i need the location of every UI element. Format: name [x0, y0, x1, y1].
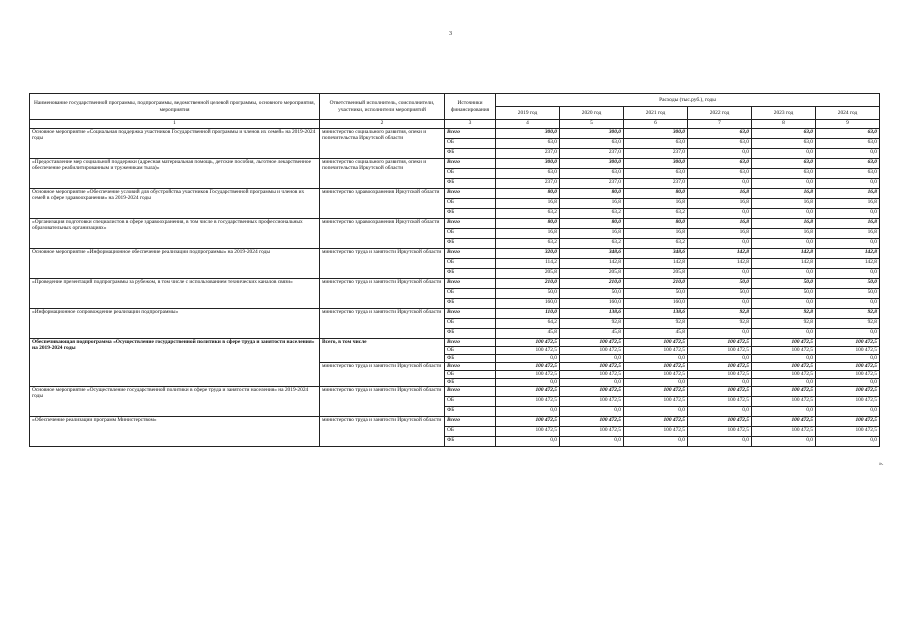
funding-source: ФБ [445, 407, 496, 417]
expense-value: 100 472,5 [496, 363, 560, 371]
expense-value: 114,2 [496, 259, 560, 269]
column-number: 4 [496, 120, 560, 129]
expense-value: 63,0 [688, 159, 752, 169]
expense-value: 100 472,5 [688, 427, 752, 437]
expense-value: 100 472,5 [560, 371, 624, 379]
column-number: 7 [688, 120, 752, 129]
expense-value: 100 472,5 [816, 371, 880, 379]
expense-value: 63,0 [816, 159, 880, 169]
expense-value: 138,6 [624, 309, 688, 319]
expense-value: 0,0 [816, 437, 880, 447]
executor: министерство труда и занятости Иркутской области [320, 363, 445, 387]
funding-source: ФБ [445, 149, 496, 159]
expense-value: 100 472,5 [688, 417, 752, 427]
item-name: Основное мероприятие «Социальная поддержка участников Государственной программы и членов их семей» на 2019-2024 годы [30, 129, 320, 159]
funding-source: Всего [445, 417, 496, 427]
funding-source: ОБ [445, 259, 496, 269]
funding-source: Всего [445, 189, 496, 199]
expense-value: 210,0 [496, 279, 560, 289]
expense-value: 100 472,5 [688, 397, 752, 407]
header-year: 2021 год [624, 107, 688, 120]
expense-value: 142,8 [624, 259, 688, 269]
expense-value: 100 472,5 [752, 387, 816, 397]
expense-value: 100 472,5 [624, 371, 688, 379]
expense-value: 100 472,5 [816, 347, 880, 355]
expense-value: 50,0 [752, 279, 816, 289]
item-name: Основное мероприятие «Обеспечение условий для обустройства участников Государственной программы и членов их семей в сфере здравоохранения» на 2019-2024 годы [30, 189, 320, 219]
expense-value: 0,0 [624, 407, 688, 417]
executor: министерство труда и занятости Иркутской области [320, 387, 445, 417]
funding-source: ОБ [445, 371, 496, 379]
table-row [30, 189, 880, 199]
funding-source: ФБ [445, 329, 496, 339]
table-row [30, 279, 880, 289]
table-row [30, 417, 880, 427]
expense-value: 160,0 [624, 299, 688, 309]
expense-value: 0,0 [688, 149, 752, 159]
expense-value: 0,0 [816, 299, 880, 309]
funding-source: Всего [445, 129, 496, 139]
expense-value: 0,0 [752, 149, 816, 159]
expense-value: 16,8 [816, 189, 880, 199]
expense-value: 100 472,5 [496, 339, 560, 347]
column-number: 5 [560, 120, 624, 129]
expense-value: 80,0 [496, 219, 560, 229]
expense-value: 300,0 [560, 159, 624, 169]
table-row [30, 159, 880, 169]
expense-value: 16,8 [816, 199, 880, 209]
expense-value: 16,8 [624, 199, 688, 209]
executor: министерство труда и занятости Иркутской области [320, 417, 445, 447]
expense-value: 16,8 [688, 199, 752, 209]
expense-value: 0,0 [752, 379, 816, 387]
funding-source: ФБ [445, 437, 496, 447]
funding-source: Всего [445, 363, 496, 371]
expense-value: 63,0 [752, 129, 816, 139]
funding-source: ОБ [445, 229, 496, 239]
expense-value: 100 472,5 [496, 417, 560, 427]
expense-value: 100 472,5 [816, 397, 880, 407]
expense-value: 0,0 [688, 179, 752, 189]
header-expenses: Расходы (тыс.руб.), годы [496, 94, 880, 107]
expense-value: 100 472,5 [624, 363, 688, 371]
expense-value: 63,0 [496, 169, 560, 179]
expense-value: 100 472,5 [816, 363, 880, 371]
executor: министерство здравоохранения Иркутской области [320, 189, 445, 219]
funding-source: ОБ [445, 169, 496, 179]
expense-value: 50,0 [688, 289, 752, 299]
expense-value: 45,8 [560, 329, 624, 339]
expense-value: 0,0 [496, 437, 560, 447]
expense-value: 0,0 [624, 355, 688, 363]
expense-value: 100 472,5 [752, 397, 816, 407]
item-name: «Обеспечение реализации программ Министерством» [30, 417, 320, 447]
table-row [30, 219, 880, 229]
expense-value: 0,0 [752, 407, 816, 417]
expense-value: 100 472,5 [624, 339, 688, 347]
expense-value: 80,0 [560, 189, 624, 199]
column-number: 1 [30, 120, 320, 129]
expense-value: 16,8 [752, 189, 816, 199]
expense-value: 100 472,5 [560, 417, 624, 427]
expense-value: 0,0 [752, 299, 816, 309]
expense-value: 16,8 [752, 229, 816, 239]
expense-value: 16,8 [752, 219, 816, 229]
expense-value: 0,0 [688, 437, 752, 447]
expense-value: 100 472,5 [688, 347, 752, 355]
expense-value: 100 472,5 [496, 427, 560, 437]
expense-value: 63,2 [496, 239, 560, 249]
column-number: 6 [624, 120, 688, 129]
expense-value: 237,0 [624, 149, 688, 159]
header-year: 2020 год [560, 107, 624, 120]
expense-value: 0,0 [560, 379, 624, 387]
expense-value: 50,0 [624, 289, 688, 299]
funding-source: Всего [445, 279, 496, 289]
item-name: Обеспечивающая подпрограмма «Осуществление государственной политики в сфере труда и занятости населения» на 2019-2024 годы [30, 339, 320, 387]
expense-value: 142,8 [688, 259, 752, 269]
header-name: Наименование государственной программы, подпрограммы, ведомственной целевой программы, основного мероприятия, мероприятия [30, 94, 320, 120]
executor: министерство социального развития, опеки и попечительства Иркутской области [320, 129, 445, 159]
expense-value: 16,8 [496, 199, 560, 209]
funding-source: ФБ [445, 239, 496, 249]
expense-value: 100 472,5 [496, 347, 560, 355]
expense-value: 16,8 [560, 199, 624, 209]
header-year: 2022 год [688, 107, 752, 120]
expense-value: 0,0 [688, 239, 752, 249]
expense-value: 63,0 [752, 169, 816, 179]
expense-value: 100 472,5 [816, 339, 880, 347]
expense-value: 0,0 [688, 355, 752, 363]
expense-value: 0,0 [752, 329, 816, 339]
expense-value: 92,8 [688, 319, 752, 329]
expense-value: 100 472,5 [560, 427, 624, 437]
executor: Всего, в том числе [320, 339, 445, 363]
expense-value: 237,0 [496, 179, 560, 189]
funding-source: Всего [445, 249, 496, 259]
header-source: Источники финансирования [445, 94, 496, 120]
expense-value: 0,0 [816, 179, 880, 189]
executor: министерство труда и занятости Иркутской области [320, 279, 445, 309]
header-year: 2019 год [496, 107, 560, 120]
expense-value: 300,0 [496, 129, 560, 139]
expense-value: 45,8 [496, 329, 560, 339]
funding-source: Всего [445, 339, 496, 347]
expense-value: 50,0 [816, 289, 880, 299]
table-body [30, 129, 880, 447]
expense-value: 100 472,5 [624, 427, 688, 437]
funding-source: ФБ [445, 209, 496, 219]
expense-value: 80,0 [624, 219, 688, 229]
expense-value: 0,0 [816, 355, 880, 363]
expense-value: 300,0 [496, 159, 560, 169]
expense-value: 63,0 [560, 139, 624, 149]
expense-value: 92,8 [624, 319, 688, 329]
expense-value: 63,2 [624, 209, 688, 219]
expense-value: 348,6 [624, 249, 688, 259]
expense-value: 210,0 [560, 279, 624, 289]
expense-value: 50,0 [496, 289, 560, 299]
expense-value: 0,0 [752, 355, 816, 363]
header-year: 2023 год [752, 107, 816, 120]
executor: министерство труда и занятости Иркутской области [320, 249, 445, 279]
expense-value: 100 472,5 [560, 397, 624, 407]
expense-value: 92,8 [816, 319, 880, 329]
expense-value: 142,8 [816, 259, 880, 269]
expense-value: 300,0 [624, 159, 688, 169]
expense-value: 0,0 [752, 239, 816, 249]
expense-value: 100 472,5 [752, 371, 816, 379]
expense-value: 0,0 [624, 379, 688, 387]
expense-value: 100 472,5 [816, 417, 880, 427]
expense-value: 138,6 [560, 309, 624, 319]
funding-source: Всего [445, 219, 496, 229]
expense-value: 100 472,5 [624, 397, 688, 407]
expense-value: 63,2 [496, 209, 560, 219]
expense-value: 92,8 [752, 309, 816, 319]
expense-value: 63,2 [624, 239, 688, 249]
expense-value: 237,0 [560, 179, 624, 189]
funding-source: ОБ [445, 347, 496, 355]
expense-value: 0,0 [496, 379, 560, 387]
expense-value: 160,0 [496, 299, 560, 309]
table-row [30, 249, 880, 259]
table-row [30, 309, 880, 319]
expense-value: 320,0 [496, 249, 560, 259]
expense-value: 205,8 [496, 269, 560, 279]
expense-value: 100 472,5 [752, 339, 816, 347]
funding-source: ОБ [445, 397, 496, 407]
page-number: 3 [449, 31, 452, 37]
item-name: «Предоставление мер социальной поддержки (адресная материальная помощь, детские пособия, льготное лекарственное обеспечение реабилитированным и труженикам тыла)» [30, 159, 320, 189]
expense-value: 80,0 [560, 219, 624, 229]
expense-value: 205,8 [624, 269, 688, 279]
expense-value: 0,0 [624, 437, 688, 447]
expense-value: 16,8 [688, 229, 752, 239]
expense-value: 100 472,5 [688, 387, 752, 397]
expense-value: 92,8 [560, 319, 624, 329]
funding-source: ОБ [445, 139, 496, 149]
expense-value: 0,0 [752, 269, 816, 279]
expense-value: 100 472,5 [688, 371, 752, 379]
expense-value: 63,0 [688, 169, 752, 179]
expense-value: 16,8 [688, 189, 752, 199]
funding-source: ФБ [445, 299, 496, 309]
expense-value: 110,0 [496, 309, 560, 319]
expense-value: 0,0 [752, 179, 816, 189]
expense-value: 16,8 [624, 229, 688, 239]
expense-value: 63,0 [624, 169, 688, 179]
expense-value: 63,0 [688, 129, 752, 139]
expense-value: 0,0 [688, 407, 752, 417]
item-name: Основное мероприятие «Осуществление государственной политики в сфере труда и занятости населения» на 2019-2024 годы [30, 387, 320, 417]
item-name: Основное мероприятие «Информационное обеспечение реализации подпрограммы» на 2019-2024 годы [30, 249, 320, 279]
expense-value: 237,0 [496, 149, 560, 159]
expense-value: 142,8 [688, 249, 752, 259]
expense-value: 50,0 [560, 289, 624, 299]
expense-value: 50,0 [688, 279, 752, 289]
expense-value: 0,0 [752, 437, 816, 447]
funding-source: ОБ [445, 319, 496, 329]
expense-value: 237,0 [624, 179, 688, 189]
expense-value: 63,0 [624, 139, 688, 149]
column-number: 9 [816, 120, 880, 129]
expense-value: 92,8 [752, 319, 816, 329]
expenses-table [29, 93, 880, 447]
expense-value: 100 472,5 [560, 339, 624, 347]
expense-value: 142,8 [816, 249, 880, 259]
expense-value: 63,0 [752, 159, 816, 169]
executor: министерство здравоохранения Иркутской области [320, 219, 445, 249]
header-executor: Ответственный исполнитель, соисполнители, участники, исполнители мероприятий [320, 94, 445, 120]
expense-value: 205,8 [560, 269, 624, 279]
expense-value: 92,8 [688, 309, 752, 319]
expense-value: 0,0 [688, 379, 752, 387]
expense-value: 0,0 [688, 329, 752, 339]
expense-value: 50,0 [816, 279, 880, 289]
expense-value: 63,0 [816, 139, 880, 149]
expense-value: 50,0 [752, 289, 816, 299]
expense-value: 63,0 [816, 169, 880, 179]
expense-value: 16,8 [496, 229, 560, 239]
expense-value: 0,0 [816, 329, 880, 339]
expense-value: 100 472,5 [624, 387, 688, 397]
expense-value: 64,2 [496, 319, 560, 329]
table-row [30, 129, 880, 139]
expense-value: 0,0 [560, 437, 624, 447]
expense-value: 16,8 [816, 229, 880, 239]
expense-value: 100 472,5 [496, 371, 560, 379]
funding-source: ОБ [445, 289, 496, 299]
expense-value: 100 472,5 [560, 363, 624, 371]
expense-value: 0,0 [560, 407, 624, 417]
expense-value: 100 472,5 [752, 363, 816, 371]
executor: министерство труда и занятости Иркутской области [320, 309, 445, 339]
expense-value: 0,0 [752, 209, 816, 219]
expense-value: 0,0 [688, 269, 752, 279]
expense-value: 300,0 [624, 129, 688, 139]
header-year: 2024 год [816, 107, 880, 120]
table-row [30, 387, 880, 397]
expense-value: 100 472,5 [560, 387, 624, 397]
expense-value: 160,0 [560, 299, 624, 309]
expense-value: 100 472,5 [816, 427, 880, 437]
expense-value: 63,0 [688, 139, 752, 149]
expense-value: 63,0 [496, 139, 560, 149]
expense-value: 0,0 [496, 355, 560, 363]
expense-value: 100 472,5 [688, 339, 752, 347]
expense-value: 0,0 [816, 269, 880, 279]
expense-value: 0,0 [688, 209, 752, 219]
item-name: «Организация подготовки специалистов в сфере здравоохранения, в том числе в государственных профессиональных образовательных организациях» [30, 219, 320, 249]
expense-value: 100 472,5 [624, 417, 688, 427]
closing-quote: ». [879, 461, 884, 467]
expense-value: 16,8 [560, 229, 624, 239]
expense-value: 100 472,5 [752, 417, 816, 427]
expense-value: 80,0 [496, 189, 560, 199]
expense-value: 100 472,5 [496, 397, 560, 407]
funding-source: ФБ [445, 179, 496, 189]
expense-value: 0,0 [816, 209, 880, 219]
expense-value: 100 472,5 [752, 347, 816, 355]
expense-value: 80,0 [624, 189, 688, 199]
expense-value: 16,8 [752, 199, 816, 209]
expense-value: 0,0 [816, 239, 880, 249]
column-number: 8 [752, 120, 816, 129]
expense-value: 0,0 [816, 407, 880, 417]
expense-value: 63,2 [560, 209, 624, 219]
expense-value: 0,0 [688, 299, 752, 309]
expense-value: 0,0 [496, 407, 560, 417]
expense-value: 142,8 [752, 259, 816, 269]
expense-value: 142,8 [560, 259, 624, 269]
expense-value: 63,0 [752, 139, 816, 149]
executor: министерство социального развития, опеки и попечительства Иркутской области [320, 159, 445, 189]
expense-value: 100 472,5 [688, 363, 752, 371]
expense-value: 0,0 [560, 355, 624, 363]
expense-value: 237,0 [560, 149, 624, 159]
funding-source: Всего [445, 387, 496, 397]
expense-value: 45,8 [624, 329, 688, 339]
item-name: «Проведение презентаций подпрограммы за рубежом, в том числе с использованием технических каналов связи» [30, 279, 320, 309]
expense-value: 16,8 [816, 219, 880, 229]
expense-value: 63,2 [560, 239, 624, 249]
funding-source: ФБ [445, 379, 496, 387]
expense-value: 92,8 [816, 309, 880, 319]
expense-value: 0,0 [816, 149, 880, 159]
funding-source: ОБ [445, 427, 496, 437]
expense-value: 348,6 [560, 249, 624, 259]
expense-value: 300,0 [560, 129, 624, 139]
expense-value: 100 472,5 [624, 347, 688, 355]
expense-value: 0,0 [816, 379, 880, 387]
column-number: 3 [445, 120, 496, 129]
expense-value: 210,0 [624, 279, 688, 289]
expense-value: 100 472,5 [816, 387, 880, 397]
expense-value: 100 472,5 [560, 347, 624, 355]
column-number: 2 [320, 120, 445, 129]
item-name: «Информационное сопровождение реализации подпрограммы» [30, 309, 320, 339]
expense-value: 100 472,5 [752, 427, 816, 437]
funding-source: ФБ [445, 269, 496, 279]
funding-source: Всего [445, 159, 496, 169]
funding-source: Всего [445, 309, 496, 319]
expense-value: 16,8 [688, 219, 752, 229]
funding-source: ФБ [445, 355, 496, 363]
expense-value: 100 472,5 [496, 387, 560, 397]
expense-value: 142,8 [752, 249, 816, 259]
expense-value: 63,0 [560, 169, 624, 179]
table-row [30, 339, 880, 347]
expense-value: 63,0 [816, 129, 880, 139]
funding-source: ОБ [445, 199, 496, 209]
